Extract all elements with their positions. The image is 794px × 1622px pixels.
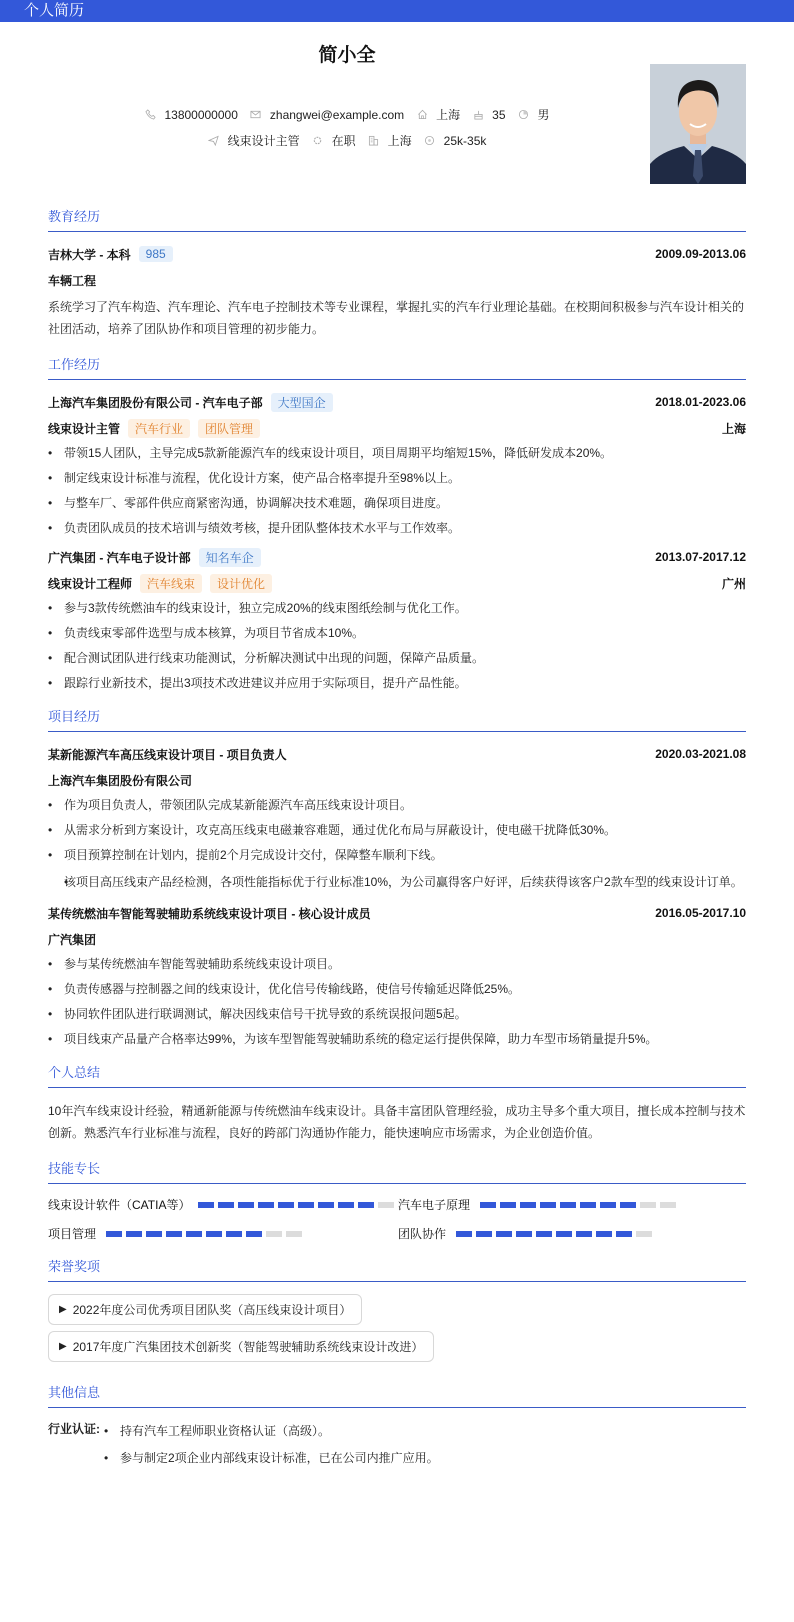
skill-level-segment [536, 1231, 552, 1237]
skill-level-segment [520, 1202, 536, 1208]
skill-level-segment [640, 1202, 656, 1208]
profile-photo [650, 64, 746, 184]
skill-level-segment [146, 1231, 162, 1237]
expand-triangle-icon[interactable]: ▶ [59, 1341, 67, 1352]
company-name: 广汽集团 - 汽车电子设计部 [48, 550, 191, 565]
skill-level-bar [106, 1231, 306, 1237]
summary-text: 10年汽车线束设计经验，精通新能源与传统燃油车线束设计。具备丰富团队管理经验，成功主导多个重大项目，擅长成本控制与技术创新。熟悉汽车行业标准与流程，良好的跨部门沟通协作能力，能快速响应市场需求，为企业创造价值。 [48, 1104, 746, 1140]
profile-header [48, 22, 746, 192]
education-description: 系统学习了汽车构造、汽车理论、汽车电子控制技术等专业课程，掌握扎实的汽车行业理论基础。在校期间积极参与汽车设计相关的社团活动，培养了团队协作和项目管理的初步能力。 [48, 300, 745, 336]
skill-level-segment [540, 1202, 556, 1208]
skill-level-segment [358, 1202, 374, 1208]
list-item: • 负责线束零部件选型与成本核算，为项目节省成本10%。 [48, 624, 746, 642]
role-tag: 团队管理 [198, 419, 260, 438]
page-title: 个人简历 [24, 2, 85, 19]
project-company: 广汽集团 [48, 932, 97, 947]
skill-level-segment [636, 1231, 652, 1237]
skill-name: 线束设计软件（CATIA等） [48, 1198, 191, 1212]
school-name: 吉林大学 - 本科 [48, 247, 131, 262]
work-bullets [48, 599, 746, 692]
job-role: 线束设计工程师 [48, 576, 133, 591]
email-value: zhangwei@example.com [269, 107, 405, 122]
skill-level-segment [206, 1231, 222, 1237]
role-tag: 汽车线束 [140, 574, 202, 593]
list-item: • 参与3款传统燃油车的线束设计，独立完成20%的线束图纸绘制与优化工作。 [48, 599, 746, 617]
project-company: 上海汽车集团股份有限公司 [48, 773, 193, 788]
status-value: 在职 [331, 134, 356, 148]
skill-level-segment [660, 1202, 676, 1208]
skill-level-segment [166, 1231, 182, 1237]
age-info [472, 108, 505, 122]
skill-level-segment [600, 1202, 616, 1208]
skill-level-segment [616, 1231, 632, 1237]
summary-section [48, 1062, 746, 1144]
skill-name: 项目管理 [48, 1227, 97, 1241]
list-item: • 从需求分析到方案设计，攻克高压线束电磁兼容难题，通过优化布局与屏蔽设计，使电磁干扰降低30%。 [48, 821, 746, 839]
company-tag: 大型国企 [271, 393, 333, 412]
project-name: 某传统燃油车智能驾驶辅助系统线束设计项目 - 核心设计成员 [48, 906, 371, 921]
major: 车辆工程 [48, 273, 97, 288]
award-item[interactable] [48, 1294, 362, 1325]
skills-grid [48, 1196, 746, 1242]
status-icon [312, 135, 324, 147]
list-item: • 项目预算控制在计划内，提前2个月完成设计交付，保障整车顺利下线。 [48, 846, 746, 864]
salary-icon [424, 135, 436, 147]
section-title-projects: 项目经历 [48, 706, 746, 732]
top-bar [0, 0, 794, 22]
skills-section [48, 1158, 746, 1242]
award-text: 2022年度公司优秀项目团队奖（高压线束设计项目） [72, 1303, 352, 1317]
work-entry [48, 547, 746, 692]
skill-level-segment [258, 1202, 274, 1208]
skill-level-segment [496, 1231, 512, 1237]
skill-item [48, 1225, 398, 1242]
gender-value: 男 [537, 108, 550, 122]
skill-level-segment [286, 1231, 302, 1237]
section-title-other: 其他信息 [48, 1382, 746, 1408]
education-entry [48, 244, 746, 340]
skill-item [48, 1196, 398, 1213]
skill-level-segment [620, 1202, 636, 1208]
school-tag: 985 [139, 246, 173, 262]
salary-info [424, 134, 487, 148]
list-item: • 带领15人团队，主导完成5款新能源汽车的线束设计项目，项目周期平均缩短15%，降低研发成本20%。 [48, 444, 746, 462]
list-item: • 负责传感器与控制器之间的线束设计，优化信号传输线路，使信号传输延迟降低25%。 [48, 980, 746, 998]
skill-item [398, 1196, 746, 1213]
list-item: • 配合测试团队进行线束功能测试，分析解决测试中出现的问题，保障产品质量。 [48, 649, 746, 667]
skill-item [398, 1225, 746, 1242]
skill-level-segment [318, 1202, 334, 1208]
status-info [312, 132, 356, 149]
skill-level-segment [576, 1231, 592, 1237]
list-item: • 与整车厂、零部件供应商紧密沟通，协调解决技术难题，确保项目进度。 [48, 494, 746, 512]
skill-level-segment [338, 1202, 354, 1208]
list-item: • 该项目高压线束产品经检测，各项性能指标优于行业标准10%，为公司赢得客户好评，后续获得该客户2款车型的线束设计订单。 [48, 871, 746, 893]
target-city-info [368, 132, 412, 149]
building-icon [368, 135, 380, 147]
skill-level-segment [560, 1202, 576, 1208]
projects-section [48, 706, 746, 1048]
certification-list [104, 1422, 439, 1476]
skill-level-segment [580, 1202, 596, 1208]
project-entry [48, 744, 746, 893]
mail-icon [250, 109, 262, 121]
candidate-name: 简小全 [318, 45, 376, 66]
age-value: 35 [492, 107, 506, 122]
home-icon [416, 109, 428, 121]
list-item: • 项目线束产品量产合格率达99%，为该车型智能驾驶辅助系统的稳定运行提供保障，助力车型市场销量提升5%。 [48, 1030, 746, 1048]
job-intent-row [48, 132, 646, 149]
work-bullets [48, 444, 746, 537]
location-value: 上海 [436, 108, 461, 122]
skill-level-segment [246, 1231, 262, 1237]
skill-level-segment [226, 1231, 242, 1237]
resume-page [0, 22, 794, 1476]
skill-name: 汽车电子原理 [398, 1198, 471, 1212]
project-bullets [48, 796, 746, 893]
skill-level-segment [186, 1231, 202, 1237]
skill-level-segment [378, 1202, 394, 1208]
list-item: • 参与某传统燃油车智能驾驶辅助系统线束设计项目。 [48, 955, 746, 973]
work-entry [48, 392, 746, 537]
awards-section [48, 1256, 746, 1368]
skill-level-bar [456, 1231, 656, 1237]
skill-level-segment [278, 1202, 294, 1208]
cake-icon [472, 109, 484, 121]
project-entry [48, 903, 746, 1048]
phone-info [144, 108, 237, 122]
position-value: 线束设计主管 [227, 134, 300, 148]
project-date: 2016.05-2017.10 [655, 906, 746, 920]
job-role: 线束设计主管 [48, 421, 121, 436]
gender-info [518, 106, 550, 123]
list-item: • 作为项目负责人，带领团队完成某新能源汽车高压线束设计项目。 [48, 796, 746, 814]
company-name: 上海汽车集团股份有限公司 - 汽车电子部 [48, 395, 263, 410]
phone-value: 13800000000 [164, 107, 238, 122]
project-bullets [48, 955, 746, 1048]
other-section [48, 1382, 746, 1476]
work-date: 2018.01-2023.06 [655, 395, 746, 409]
position-info [208, 132, 300, 149]
award-item[interactable] [48, 1331, 434, 1362]
skill-level-segment [516, 1231, 532, 1237]
skill-name: 团队协作 [398, 1227, 447, 1241]
section-title-summary: 个人总结 [48, 1062, 746, 1088]
certification-label: 行业认证: [48, 1422, 100, 1436]
skill-level-segment [126, 1231, 142, 1237]
skill-level-segment [298, 1202, 314, 1208]
list-item: • 持有汽车工程师职业资格认证（高级）。 [104, 1422, 439, 1440]
section-title-awards: 荣誉奖项 [48, 1256, 746, 1282]
role-tag: 汽车行业 [128, 419, 190, 438]
skill-level-segment [500, 1202, 516, 1208]
education-section [48, 206, 746, 340]
role-tag: 设计优化 [210, 574, 272, 593]
contact-row [48, 106, 646, 123]
phone-icon [144, 109, 156, 121]
skill-level-segment [266, 1231, 282, 1237]
skill-level-segment [106, 1231, 122, 1237]
portrait-image [650, 64, 746, 184]
work-date: 2013.07-2017.12 [655, 550, 746, 564]
list-item: • 跟踪行业新技术，提出3项技术改进建议并应用于实际项目，提升产品性能。 [48, 674, 746, 692]
company-tag: 知名车企 [199, 548, 261, 567]
skill-level-segment [218, 1202, 234, 1208]
salary-value: 25k-35k [443, 133, 487, 148]
skill-level-segment [456, 1231, 472, 1237]
work-section [48, 354, 746, 692]
list-item: • 参与制定2项企业内部线束设计标准，已在公司内推广应用。 [104, 1449, 439, 1467]
section-title-work: 工作经历 [48, 354, 746, 380]
skill-level-bar [198, 1202, 398, 1208]
section-title-skills: 技能专长 [48, 1158, 746, 1184]
work-city: 广州 [721, 576, 746, 591]
list-item: • 负责团队成员的技术培训与绩效考核，提升团队整体技术水平与工作效率。 [48, 519, 746, 537]
education-date: 2009.09-2013.06 [655, 247, 746, 261]
skill-level-bar [480, 1202, 680, 1208]
expand-triangle-icon[interactable]: ▶ [59, 1304, 67, 1315]
project-name: 某新能源汽车高压线束设计项目 - 项目负责人 [48, 747, 287, 762]
skill-level-segment [596, 1231, 612, 1237]
work-city: 上海 [721, 421, 746, 436]
section-title-education: 教育经历 [48, 206, 746, 232]
skill-level-segment [238, 1202, 254, 1208]
project-date: 2020.03-2021.08 [655, 747, 746, 761]
gender-icon [518, 109, 530, 121]
skill-level-segment [480, 1202, 496, 1208]
location-info [416, 106, 460, 123]
skill-level-segment [556, 1231, 572, 1237]
email-info [250, 108, 404, 122]
skill-level-segment [198, 1202, 214, 1208]
target-city-value: 上海 [387, 134, 412, 148]
list-item: • 协同软件团队进行联调测试，解决因线束信号干扰导致的系统误报问题5起。 [48, 1005, 746, 1023]
list-item: • 制定线束设计标准与流程，优化设计方案，使产品合格率提升至98%以上。 [48, 469, 746, 487]
send-icon [208, 135, 220, 147]
skill-level-segment [476, 1231, 492, 1237]
award-text: 2017年度广汽集团技术创新奖（智能驾驶辅助系统线束设计改进） [72, 1340, 424, 1354]
